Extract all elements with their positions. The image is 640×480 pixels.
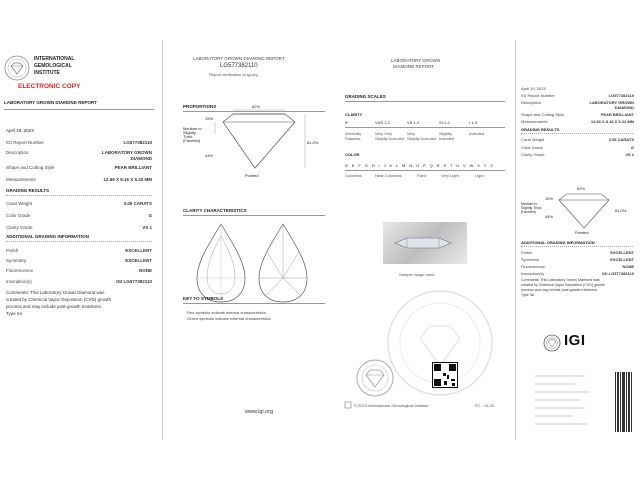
comments-line: Comments: This Laboratory Grown Diamond was bbox=[521, 278, 600, 282]
row-label: Carat Weight bbox=[6, 201, 33, 206]
additional-grading-heading: ADDITIONAL GRADING INFORMATION bbox=[521, 240, 595, 245]
row-value: LABORATORY GROWN bbox=[589, 100, 634, 105]
clarity-characteristics-heading: CLARITY CHARACTERISTICS bbox=[183, 208, 247, 213]
row-label: Shape and Cutting Style bbox=[6, 165, 55, 170]
igi-logo-text: IGI bbox=[564, 332, 586, 349]
electronic-copy-label: ELECTRONIC COPY bbox=[18, 83, 81, 90]
color-scale-label: COLOR bbox=[345, 152, 360, 157]
row-label: Description bbox=[521, 100, 542, 105]
form-code: FC - 16.23 bbox=[475, 403, 494, 408]
row-value: G bbox=[148, 213, 152, 218]
divider bbox=[183, 303, 325, 304]
grading-scales-heading: GRADING SCALES bbox=[345, 94, 386, 99]
comments-line: created by Chemical Vapor Deposition (CVD) growth bbox=[6, 297, 111, 302]
clarity-description: Included bbox=[469, 131, 485, 136]
report-page-grading-scales bbox=[335, 0, 515, 480]
clarity-grade: I 1-3 bbox=[469, 120, 478, 125]
sample-diamond-photo bbox=[383, 222, 467, 264]
report-type-title: LABORATORY GROWN bbox=[391, 58, 441, 63]
row-label: Polish bbox=[521, 250, 532, 255]
row-value: EXCELLENT bbox=[610, 250, 634, 255]
verification-line: Report verification at igi.org bbox=[209, 72, 258, 77]
table-percentage: 62% bbox=[577, 186, 586, 191]
copyright-notice: © 2023 International Gemological Institute bbox=[354, 403, 429, 408]
color-description: Very Light bbox=[441, 173, 459, 178]
row-value: DIAMOND bbox=[614, 105, 634, 110]
comments-line: Type IIa bbox=[6, 311, 23, 316]
key-line: Red symbols indicate internal characteristics bbox=[187, 310, 266, 315]
row-label: Color Grade bbox=[521, 145, 543, 150]
row-label: Measurements bbox=[521, 119, 548, 124]
qr-code-icon[interactable] bbox=[432, 362, 458, 388]
igi-seal-icon bbox=[355, 358, 395, 398]
report-type-title: LABORATORY GROWN DIAMOND REPORT bbox=[4, 100, 97, 105]
clarity-grade: VS 1-2 bbox=[407, 120, 420, 125]
color-description: Near Colorless bbox=[375, 173, 402, 178]
clarity-description: Very bbox=[407, 131, 416, 136]
report-type-title: DIAMOND REPORT bbox=[393, 64, 435, 69]
depth-percentage: 61.0% bbox=[615, 208, 627, 213]
row-value: 3.05 CARATS bbox=[608, 137, 634, 142]
table-percentage: 62% bbox=[252, 104, 261, 109]
crown-percentage: 15% bbox=[545, 196, 554, 201]
barcode-icon bbox=[615, 372, 633, 432]
row-label: Clarity Grade bbox=[6, 225, 33, 230]
pear-crown-plot-icon bbox=[195, 222, 247, 304]
org-name-line-2: GEMOLOGICAL bbox=[34, 63, 72, 69]
clarity-scale-label: CLARITY bbox=[345, 112, 363, 117]
row-value: NONE bbox=[622, 264, 634, 269]
row-label: Description bbox=[6, 150, 29, 155]
girdle-label: Medium to Slightly Thick (Faceted) bbox=[521, 202, 542, 214]
row-value: VS 1 bbox=[625, 152, 634, 157]
row-value: 12.66 X 8.16 X 5.32 MM bbox=[590, 119, 634, 124]
clarity-description: Slightly bbox=[439, 131, 452, 136]
row-label: Inscription(s) bbox=[6, 279, 32, 284]
row-value: VS 1 bbox=[142, 225, 152, 230]
pavilion-percentage: 44% bbox=[545, 214, 554, 219]
divider bbox=[183, 215, 325, 216]
girdle-label: Medium to bbox=[183, 126, 202, 131]
report-date: April 19, 2023 bbox=[6, 128, 34, 133]
grading-results-heading: GRADING RESULTS bbox=[521, 127, 560, 132]
row-value: EXCELLENT bbox=[125, 248, 152, 253]
row-label: Carat Weight bbox=[521, 137, 545, 142]
report-type-title: LABORATORY GROWN DIAMOND REPORT bbox=[193, 56, 285, 61]
comments-line: Type IIa bbox=[521, 293, 534, 297]
row-value: PEAR BRILLIANT bbox=[600, 112, 634, 117]
row-value: DIAMOND bbox=[130, 156, 152, 161]
report-number: LG577382110 bbox=[220, 63, 258, 69]
divider bbox=[345, 170, 505, 171]
color-description: Faint bbox=[417, 173, 426, 178]
girdle-label: Slightly bbox=[183, 130, 196, 135]
color-description: Light bbox=[475, 173, 484, 178]
hologram-icon bbox=[345, 402, 351, 408]
divider bbox=[4, 109, 154, 110]
row-value: IGI LG577382110 bbox=[602, 271, 634, 276]
clarity-description: Internally bbox=[345, 131, 362, 136]
divider bbox=[521, 133, 633, 134]
report-date: April 19, 2023 bbox=[521, 86, 546, 91]
crown-percentage: 15% bbox=[205, 116, 214, 121]
org-name-line-1: INTERNATIONAL bbox=[34, 56, 75, 62]
pavilion-percentage: 44% bbox=[205, 153, 214, 158]
grading-results-heading: GRADING RESULTS bbox=[6, 188, 50, 193]
row-label: Measurements bbox=[6, 177, 36, 182]
comments-line: Comments: This Laboratory Grown Diamond was bbox=[6, 290, 105, 295]
row-value: G bbox=[630, 145, 634, 150]
row-value: LABORATORY GROWN bbox=[101, 150, 152, 155]
divider bbox=[345, 127, 505, 128]
clarity-description: Very Very bbox=[375, 131, 393, 136]
report-page-summary bbox=[0, 0, 160, 480]
row-label: Symmetry bbox=[521, 257, 539, 262]
sample-diamond-icon bbox=[393, 236, 453, 250]
row-label: Clarity Grade bbox=[521, 152, 545, 157]
row-label: IGI Report Number bbox=[6, 140, 45, 145]
report-page-card bbox=[515, 0, 640, 480]
row-value: EXCELLENT bbox=[610, 257, 634, 262]
row-label: Fluorescence bbox=[6, 268, 34, 273]
clarity-description: Flawless bbox=[345, 136, 361, 141]
page-separator bbox=[162, 40, 163, 440]
color-scale-letters: D E F G H I J K L M N O P Q R S T U V W X Y Z bbox=[345, 163, 495, 168]
key-line: Green symbols indicate external characteristics bbox=[187, 316, 271, 321]
depth-percentage: 61.0% bbox=[307, 140, 319, 145]
row-label: Symmetry bbox=[6, 258, 27, 263]
pear-pavilion-plot-icon bbox=[257, 222, 309, 304]
row-label: Polish bbox=[6, 248, 19, 253]
row-value: 12.66 X 8.16 X 5.32 MM bbox=[103, 177, 152, 182]
row-value: LG577382110 bbox=[123, 140, 152, 145]
row-label: Color Grade bbox=[6, 213, 31, 218]
culet-label: Pointed bbox=[245, 173, 259, 178]
row-label: IGI Report Number bbox=[521, 93, 555, 98]
comments-line: process and may include post-growth treatment. bbox=[6, 304, 103, 309]
comments-line: created by Chemical Vapor Deposition (CVD) growth bbox=[521, 283, 605, 287]
clarity-description: Slightly Included bbox=[375, 136, 405, 141]
sample-image-caption: Sample image used bbox=[399, 272, 435, 277]
row-value: EXCELLENT bbox=[125, 258, 152, 263]
divider bbox=[521, 246, 633, 247]
key-to-symbols-heading: KEY TO SYMBOLS bbox=[183, 296, 224, 301]
clarity-description: Slightly Included bbox=[407, 136, 437, 141]
row-label: Fluorescence bbox=[521, 264, 546, 269]
clarity-grade: SI 1-2 bbox=[439, 120, 450, 125]
proportions-heading: PROPORTIONS bbox=[183, 104, 217, 109]
row-value: 3.05 CARATS bbox=[123, 201, 152, 206]
report-page-proportions bbox=[165, 0, 335, 480]
row-value: LG577382110 bbox=[608, 93, 634, 98]
row-value: PEAR BRILLIANT bbox=[114, 165, 152, 170]
divider bbox=[345, 101, 505, 102]
clarity-description: Included bbox=[439, 136, 455, 141]
org-name-line-3: INSTITUTE bbox=[34, 70, 60, 76]
igi-seal-icon bbox=[4, 55, 30, 81]
divider bbox=[6, 241, 152, 242]
color-description: Colorless bbox=[345, 173, 362, 178]
girdle-label: Thick bbox=[183, 134, 193, 139]
culet-label: Pointed bbox=[575, 230, 589, 235]
divider bbox=[6, 195, 152, 196]
girdle-label: (Faceted) bbox=[183, 138, 201, 143]
proportions-diagram bbox=[165, 110, 335, 190]
row-label: Inscription(s) bbox=[521, 271, 544, 276]
igi-seal-icon bbox=[543, 334, 561, 352]
additional-grading-heading: ADDITIONAL GRADING INFORMATION bbox=[6, 234, 89, 239]
security-microprint-icon bbox=[535, 372, 605, 432]
comments-line: process and may include post-growth treatment. bbox=[521, 288, 598, 292]
row-value: IGI LG577382110 bbox=[116, 279, 152, 284]
clarity-grade: IF bbox=[345, 120, 349, 125]
clarity-grade: VVS 1-2 bbox=[375, 120, 390, 125]
row-label: Shape and Cutting Style bbox=[521, 112, 565, 117]
row-value: NONE bbox=[138, 268, 152, 273]
website-link[interactable]: www.igi.org bbox=[245, 409, 274, 415]
